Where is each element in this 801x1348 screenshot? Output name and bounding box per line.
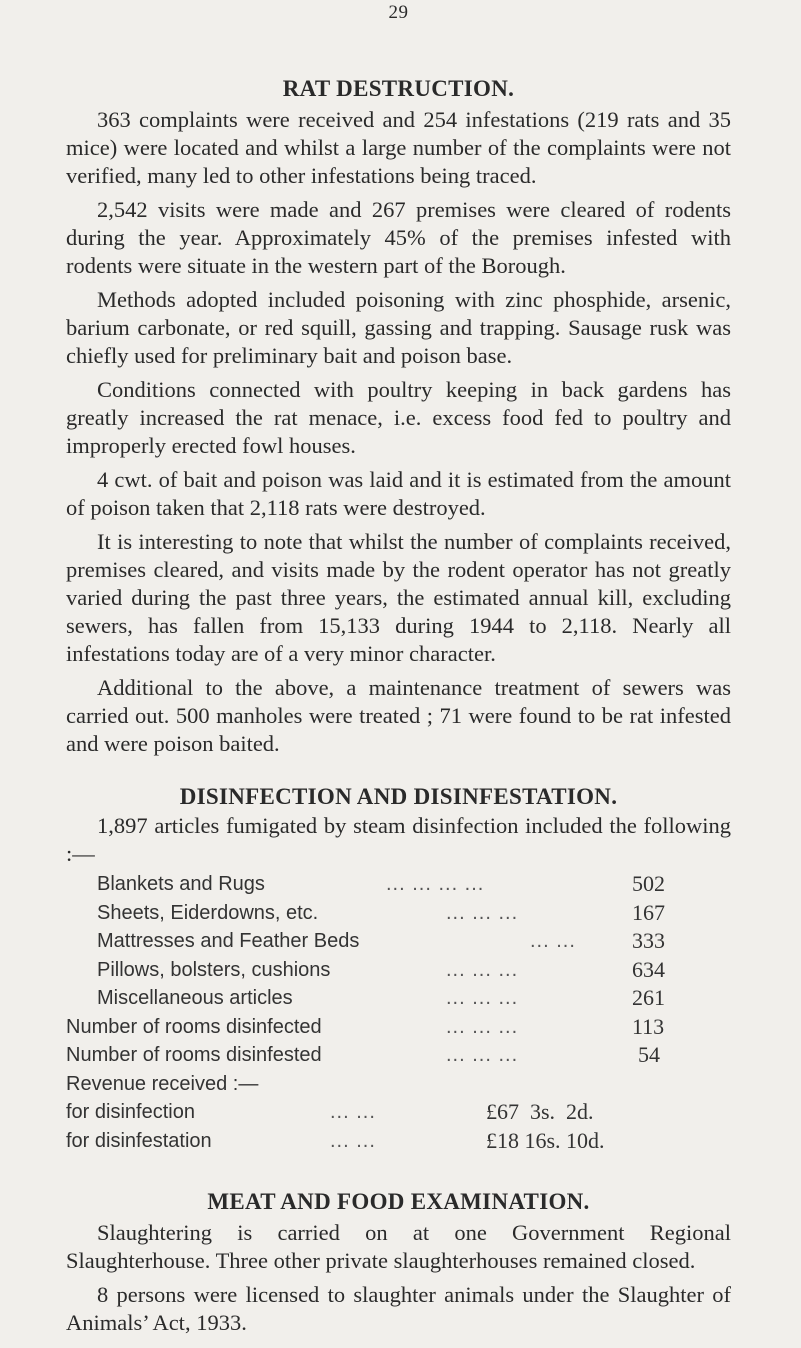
meat-paragraph-1: Slaughtering is carried on at one Government Regional Slaughterhouse. Three other private slaughterhouses remained closed.	[66, 1220, 731, 1273]
rat-paragraph-2: 2,542 visits were made and 267 premises were cleared of rodents during the year. Approximately 45% of the premises infested with rodents were situate in the western part of the Borough.	[66, 197, 731, 278]
disinfection-list	[66, 870, 731, 1155]
list-item	[66, 870, 731, 899]
list-item	[66, 956, 731, 985]
heading-disinfection: DISINFECTION AND DISINFESTATION.	[179, 784, 618, 809]
leader-dots: ... ... ...	[446, 901, 519, 924]
disinfection-intro: 1,897 articles fumigated by steam disinfection included the following :—	[66, 813, 731, 866]
leader-dots: ... ...	[330, 1129, 376, 1152]
rat-paragraph-3: Methods adopted included poisoning with zinc phosphide, arsenic, barium carbonate, or red squill, gassing and trapping. Sausage rusk was chiefly used for preliminary bait and poison base.	[66, 287, 731, 368]
item-label: Pillows, bolsters, cushions	[97, 958, 331, 981]
item-value: 113	[632, 1013, 665, 1039]
list-item	[66, 984, 731, 1013]
item-label: Mattresses and Feather Beds	[97, 930, 360, 952]
heading-rat-destruction: RAT DESTRUCTION.	[282, 76, 515, 101]
leader-dots: ... ... ... ...	[386, 873, 485, 895]
page-number: 29	[388, 2, 409, 23]
section-rat-destruction	[66, 76, 731, 758]
item-value: £18 16s. 10d.	[486, 1127, 605, 1153]
revenue-label: Revenue received :—	[66, 1072, 259, 1095]
rat-paragraph-5: 4 cwt. of bait and poison was laid and it is estimated from the amount of poison taken that 2,118 rats were destroyed.	[66, 467, 731, 520]
item-value: 167	[632, 899, 665, 925]
item-value: 333	[632, 928, 665, 953]
meat-paragraph-2: 8 persons were licensed to slaughter animals under the Slaughter of Animals’ Act, 1933.	[66, 1282, 731, 1335]
item-value: 261	[632, 985, 665, 1010]
leader-dots: ... ...	[530, 930, 576, 952]
list-item	[66, 1127, 731, 1156]
leader-dots: ... ... ...	[446, 987, 519, 1009]
rat-paragraph-6: It is interesting to note that whilst the number of complaints received, premises cleared, and visits made by the rodent operator has not greatly varied during the past three years, the estimated annual kill, excluding sewers, has fallen from 15,133 during 1944 to 2,118. Nearly all infestations today are of a very minor character.	[66, 529, 731, 666]
item-label: Miscellaneous articles	[97, 987, 293, 1009]
item-label: for disinfection	[66, 1101, 195, 1123]
item-label: for disinfestation	[66, 1129, 212, 1152]
section-disinfection	[66, 784, 731, 1155]
item-value: 54	[638, 1042, 660, 1067]
leader-dots: ... ...	[330, 1101, 376, 1123]
list-item	[66, 1041, 731, 1070]
rat-paragraph-4: Conditions connected with poultry keeping in back gardens has greatly increased the rat menace, i.e. excess food fed to poultry and improperly erected fowl houses.	[66, 377, 731, 458]
list-item	[66, 927, 731, 956]
leader-dots: ... ... ...	[446, 1015, 519, 1038]
rat-paragraph-7: Additional to the above, a maintenance treatment of sewers was carried out. 500 manholes were treated ; 71 were found to be rat infested and were poison baited.	[66, 675, 731, 756]
item-label: Sheets, Eiderdowns, etc.	[97, 901, 319, 924]
item-value: 634	[632, 956, 665, 982]
item-value: £67 3s. 2d.	[486, 1099, 594, 1124]
list-item	[66, 1098, 731, 1127]
rat-paragraph-1: 363 complaints were received and 254 infestations (219 rats and 35 mice) were located and whilst a large number of the complaints were not verified, many led to other infestations being traced.	[66, 107, 731, 188]
item-label: Blankets and Rugs	[97, 873, 265, 895]
list-item	[66, 1013, 731, 1042]
item-label: Number of rooms disinfected	[66, 1015, 322, 1038]
heading-meat-food: MEAT AND FOOD EXAMINATION.	[207, 1189, 590, 1214]
item-label: Number of rooms disinfested	[66, 1044, 322, 1066]
leader-dots: ... ... ...	[446, 958, 519, 981]
section-meat-food	[66, 1189, 731, 1337]
list-item	[66, 899, 731, 928]
item-value: 502	[632, 871, 665, 896]
revenue-label-row	[66, 1070, 731, 1099]
leader-dots: ... ... ...	[446, 1044, 519, 1066]
